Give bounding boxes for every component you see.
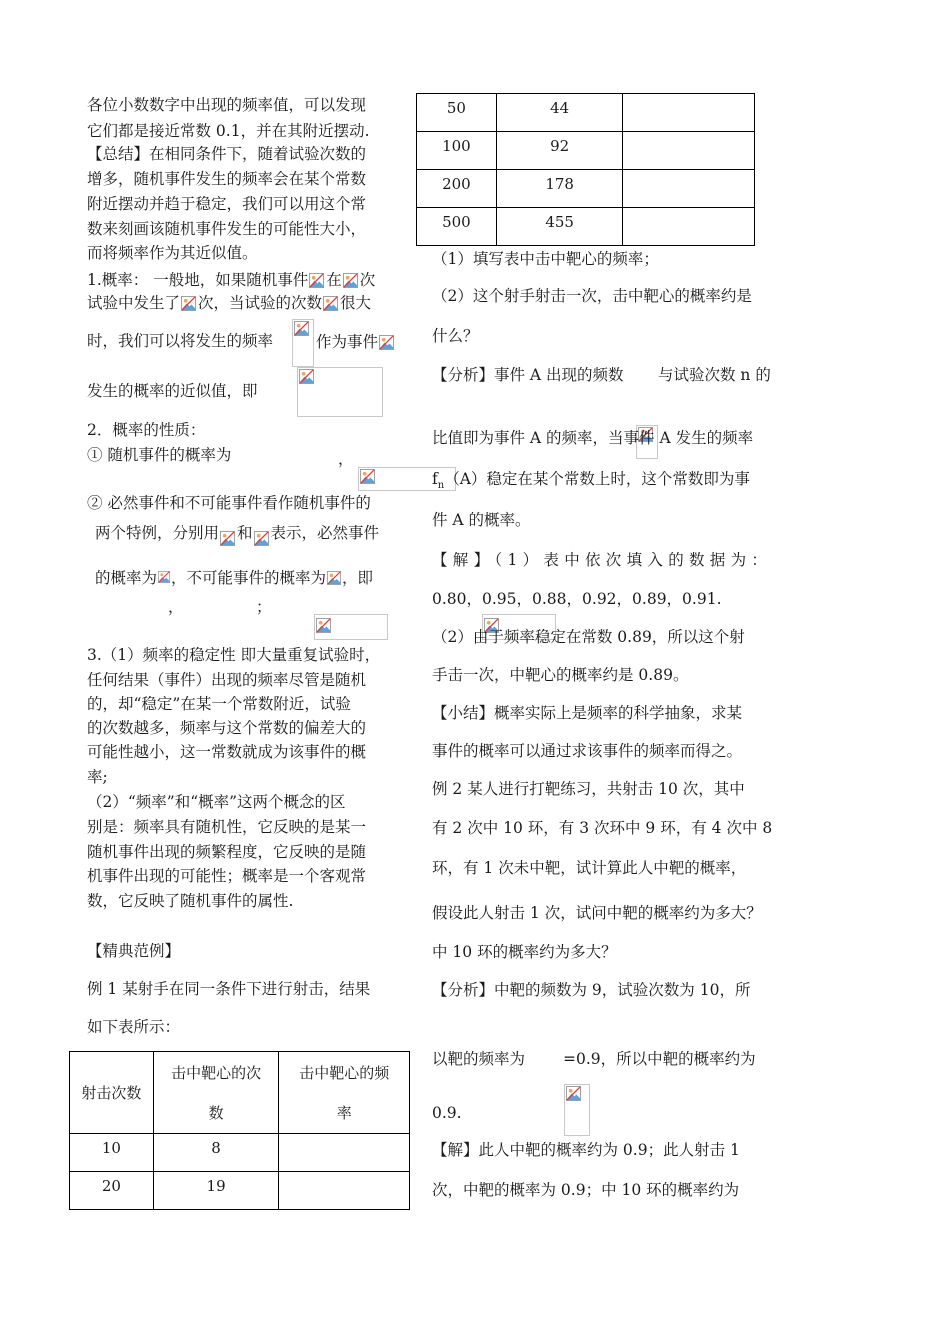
text: 次: [359, 271, 376, 289]
analysis-line: 比值即为事件 A 的频率，当事件 A 发生的频率: [432, 429, 754, 447]
example-line: 例 1 某射手在同一条件下进行射击，结果: [87, 980, 371, 998]
example-line: 中 10 环的概率约为多大？: [432, 943, 617, 961]
table-header-cell: [279, 1052, 410, 1134]
difference-line: （2）“频率”和“概率”这两个概念的区: [87, 793, 346, 811]
examples-heading: 【精典范例】: [87, 942, 181, 960]
summary-line: 【总结】在相同条件下，随着试验次数的: [87, 145, 367, 163]
probability-formula-image-icon: [297, 367, 383, 417]
header-text: 率: [336, 1103, 352, 1122]
analysis-line: 0.9.: [432, 1104, 462, 1122]
summary-line: 数来刻画该随机事件发生的可能性大小，: [87, 220, 367, 238]
table-header-cell: [153, 1052, 279, 1134]
table-cell: [279, 1172, 410, 1210]
text: ① 随机事件的概率为: [87, 446, 232, 464]
table-cell: 20: [70, 1172, 154, 1210]
text: 时，我们可以将发生的频率: [87, 332, 274, 350]
shooting-results-table-continued: [416, 93, 755, 246]
formula-image-icon: [219, 527, 237, 547]
table-row: [417, 208, 755, 246]
property-line: [95, 521, 379, 547]
text: 作为事件: [316, 333, 379, 351]
table-cell: 455: [496, 208, 623, 246]
paragraph-line: 各位小数数字中出现的频率值，可以发现: [87, 96, 367, 114]
stability-line: 任何结果（事件）出现的频率尽管是随机: [87, 671, 367, 689]
paragraph-line: 它们都是接近常数 0.1，并在其附近摆动.: [87, 122, 370, 140]
table-cell: 50: [417, 94, 497, 132]
table-row: [70, 1134, 410, 1172]
table-cell: [623, 170, 755, 208]
definition-line: 发生的概率的近似值，即: [87, 382, 258, 400]
example-line: 环，有 1 次未中靶，试计算此人中靶的概率，: [432, 859, 747, 877]
text: 表示，必然事件: [270, 524, 380, 542]
header-text: 数: [208, 1103, 224, 1122]
example-line: 有 2 次中 10 环，有 3 次环中 9 环，有 4 次中 8: [432, 819, 773, 837]
solution-line: 次，中靶的概率为 0.9；中 10 环的概率约为: [432, 1181, 740, 1199]
text: 的概率为: [95, 569, 158, 587]
table-cell: 44: [496, 94, 623, 132]
question-line: 什么？: [432, 327, 479, 345]
table-row: [70, 1172, 410, 1210]
formula-image-icon: [253, 527, 271, 547]
property-line: [87, 448, 231, 464]
table-cell: 10: [70, 1134, 154, 1172]
summary-line: 事件的概率可以通过求该事件的频率而得之。: [432, 742, 743, 760]
analysis-line: 件 A 的概率。: [432, 511, 531, 529]
solution-line: 【解】（1）表中依次填入的数据为：: [432, 551, 773, 569]
stability-line: 3.（1）频率的稳定性 即大量重复试验时，: [87, 646, 381, 664]
difference-line: 随机事件出现的频繁程度，它反映的是随: [87, 843, 367, 861]
analysis-line: [432, 472, 750, 491]
summary-line: 而将频率作为其近似值。: [87, 244, 258, 262]
table-cell: 178: [496, 170, 623, 208]
table-cell: [279, 1134, 410, 1172]
table-header-cell: 射击次数: [70, 1052, 154, 1134]
text: 1.概率： 一般地，如果随机事件: [87, 271, 309, 289]
stability-line: 可能性越小，这一常数就成为该事件的概: [87, 743, 367, 761]
fraction-image-icon: [564, 1084, 590, 1136]
analysis-line: =0.9，所以中靶的概率约为: [563, 1050, 756, 1068]
solution-line: 手击一次，中靶心的概率约是 0.89。: [432, 666, 689, 684]
text: （A）稳定在某个常数上时，这个常数即为事: [444, 470, 750, 488]
solution-line: （2）由于频率稳定在常数 0.89，所以这个射: [432, 628, 745, 646]
formula-image-icon: [378, 334, 396, 352]
difference-line: 别是：频率具有随机性，它反映的是某一: [87, 818, 367, 836]
header-text: 击中靶心的次: [171, 1063, 262, 1082]
summary-line: 增多，随机事件发生的频率会在某个常数: [87, 170, 367, 188]
text: ；: [256, 598, 272, 616]
table-cell: [623, 94, 755, 132]
stability-line: 率;: [87, 768, 108, 786]
formula-image-icon: [322, 295, 340, 313]
formula-image-icon: [180, 295, 198, 313]
analysis-line: 以靶的频率为: [432, 1050, 526, 1068]
question-line: （2）这个射手射击一次，击中靶心的概率约是: [432, 287, 752, 305]
stability-line: 的，却“稳定”在某一个常数附近，试验: [87, 695, 351, 713]
text: ，: [338, 450, 354, 468]
text: 和: [237, 524, 253, 542]
analysis-line: 与试验次数 n 的: [658, 366, 771, 384]
text: 两个特例，分别用: [95, 524, 220, 542]
solution-line: 【解】此人中靶的概率约为 0.9；此人射击 1: [432, 1141, 740, 1159]
table-row: [417, 170, 755, 208]
difference-line: 机事件出现的可能性；概率是一个客观常: [87, 867, 367, 885]
header-text: 击中靶心的频: [299, 1063, 390, 1082]
definition-line: [87, 295, 371, 313]
text: 【分析】事件 A 出现的频数: [432, 366, 624, 384]
analysis-line: [432, 368, 624, 384]
property-line: [95, 570, 373, 588]
table-cell: [623, 132, 755, 170]
subscript: n: [437, 480, 445, 492]
table-cell: 19: [153, 1172, 279, 1210]
formula-image-icon: [157, 570, 171, 588]
analysis-line: 【分析】中靶的频数为 9，试验次数为 10，所: [432, 981, 751, 999]
definition-line: [87, 334, 273, 350]
formula-image-icon: [342, 272, 360, 290]
text: ，: [168, 598, 184, 616]
shooting-results-table: [69, 1051, 410, 1210]
table-row: [417, 94, 755, 132]
section-title: 2．概率的性质：: [87, 421, 206, 439]
formula-image-icon: [326, 570, 342, 588]
table-cell: 100: [417, 132, 497, 170]
summary-line: 附近摆动并趋于稳定，我们可以用这个常: [87, 195, 367, 213]
table-cell: 200: [417, 170, 497, 208]
table-row: [417, 132, 755, 170]
frequency-fraction-image-icon: [292, 319, 314, 367]
formula-image-icon: [314, 614, 388, 640]
text: 次，当试验的次数: [198, 294, 323, 312]
text: 在: [326, 271, 342, 289]
text: ，即: [342, 569, 374, 587]
text: 很大: [340, 294, 372, 312]
example-line: 例 2 某人进行打靶练习，共射击 10 次，其中: [432, 780, 745, 798]
text: ，不可能事件的概率为: [171, 569, 327, 587]
table-cell: 8: [153, 1134, 279, 1172]
definition-line: [87, 272, 375, 290]
text: 试验中发生了: [87, 294, 181, 312]
example-line: 如下表所示：: [87, 1018, 181, 1036]
property-line: ② 必然事件和不可能事件看作随机事件的: [87, 494, 371, 512]
difference-line: 数，它反映了随机事件的属性.: [87, 892, 294, 910]
table-cell: 92: [496, 132, 623, 170]
solution-line: 0.80，0.95，0.88，0.92，0.89，0.91.: [432, 590, 722, 608]
text: f: [432, 470, 438, 488]
question-line: （1）填写表中击中靶心的频率；: [432, 250, 659, 268]
table-header-row: [70, 1052, 410, 1134]
table-cell: [623, 208, 755, 246]
formula-image-icon: [308, 272, 326, 290]
summary-line: 【小结】概率实际上是频率的科学抽象，求某: [432, 704, 743, 722]
stability-line: 的次数越多，频率与这个常数的偏差大的: [87, 719, 367, 737]
example-line: 假设此人射击 1 次，试问中靶的概率约为多大？: [432, 904, 762, 922]
definition-line: [316, 334, 396, 352]
table-cell: 500: [417, 208, 497, 246]
